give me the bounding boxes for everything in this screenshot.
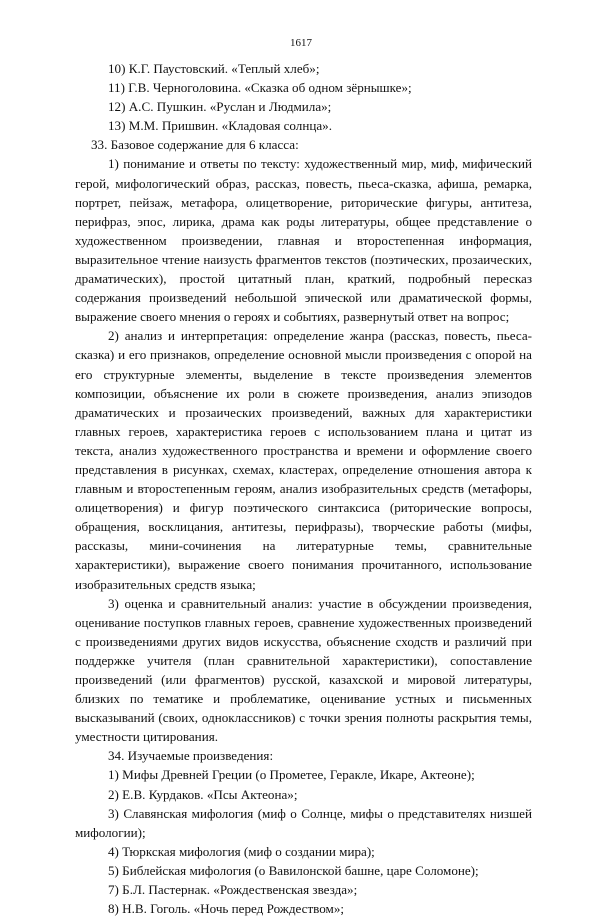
list-item: 8) Н.В. Гоголь. «Ночь перед Рождеством»; [108,901,345,917]
list-item: 12) А.С. Пушкин. «Руслан и Людмила»; [108,99,332,115]
list-item: 1) Мифы Древней Греции (о Прометее, Геракле, Икаре, Актеоне); [108,767,475,783]
page-number: 1617 [290,37,312,49]
section-heading: 34. Изучаемые произведения: [108,748,274,764]
list-item: 13) М.М. Пришвин. «Кладовая солнца». [108,118,332,134]
list-item: 7) Б.Л. Пастернак. «Рождественская звезда»; [108,882,358,898]
page-content [75,59,532,918]
list-item: 4) Тюркская мифология (миф о создании мира); [108,843,375,859]
list-item: 5) Библейская мифология (о Вавилонской башне, царе Соломоне); [108,862,479,878]
list-item: 2) Е.В. Курдаков. «Псы Актеона»; [108,786,298,802]
paragraph: 1) понимание и ответы по тексту: художественный мир, миф, мифический герой, мифологический образ, рассказ, повесть, пьеса-сказка, афиша, ремарка, портрет, пейзаж, метафора, олицетворение, риторические фигуры, антитеза, перифраз, эпос, лирика, драма как роды литературы, общее представление о художественном произведении, главная и второстепенная информация, выразительное чтение наизусть фрагментов текстов (поэтических, прозаических, драматических), простой цитатный план, краткий, подробный пересказ содержания произведений небольшой эпической или драматической формы, выражение своего мнения о героях и событиях, развернутый ответ на вопрос; [75,156,532,325]
paragraph: 2) анализ и интерпретация: определение жанра (рассказ, повесть, пьеса-сказка) и его признаков, определение основной мысли произведения с опорой на его структурные элементы, выделение в тексте произведения элементов композиции, объяснение их роли в сюжете произведения, анализ эпизодов драматических и прозаических произведений, важных для характеристики главных героев, характеристика героев с использованием плана и цитат из текста, анализ художественного пространства и времени и оформление своего представления в рисунках, схемах, кластерах, определение отношения автора к главным и второстепенным героям, анализ изобразительных средств (метафоры, олицетворения) и фигур поэтического синтаксиса (риторические вопросы, обращения, восклицания, антитезы, перифразы), творческие работы (мифы, рассказы, мини-сочинения на литературные темы, сравнительные характеристики), выражение своего понимания прочитанного, использование изобразительных средств языка; [75,328,532,592]
list-item: 3) Славянская мифология (миф о Солнце, мифы о представителях низшей мифологии); [75,805,532,840]
section-heading: 33. Базовое содержание для 6 класса: [91,137,299,153]
paragraph: 3) оценка и сравнительный анализ: участие в обсуждении произведения, оценивание поступков главных героев, сравнение художественных произведений с произведениями других видов искусства, объяснение сходств и различий при поддержке учителя (план сравнительной характеристики), сопоставление произведений (или фрагментов) русской, казахской и мировой литературы, близких по тематике и проблематике, оценивание устных и письменных высказываний (своих, одноклассников) с точки зрения полноты раскрытия темы, уместности цитирования. [75,595,532,745]
list-item: 10) К.Г. Паустовский. «Теплый хлеб»; [108,61,320,76]
list-item: 11) Г.В. Черноголовина. «Сказка об одном зёрнышке»; [108,80,412,96]
